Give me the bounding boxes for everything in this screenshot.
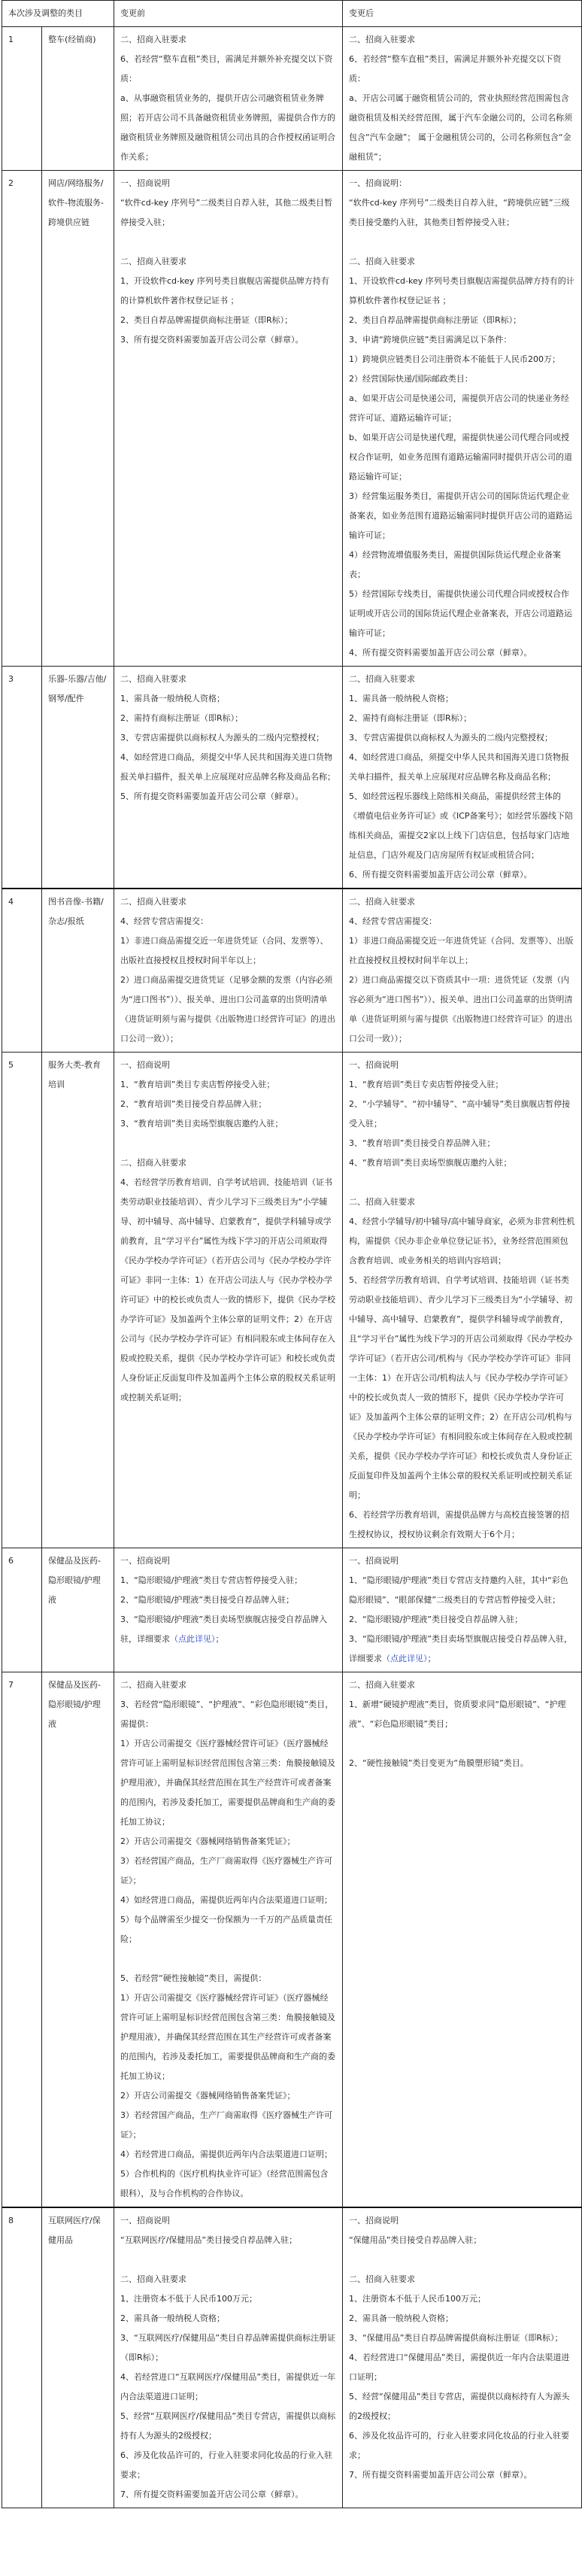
text-line: 1）开店公司需提交《医疗器械经营许可证》（医疗器械经营许可证上需明显标识经营范围包含第三类：角膜接触镜及护理用液），并确保其经营范围在其生产经营许可或者备案的范围内，若涉及委托加工，需要提供品牌商和生产商的委托加工协议；: [120, 1993, 335, 2081]
text-line: 二、招商入驻要求: [349, 897, 415, 907]
text-line: 4）若经营进口商品，需提供近两年内合法渠道进口证明；: [120, 2149, 332, 2159]
text-line: [349, 1630, 575, 1669]
row-number: 2: [2, 171, 42, 667]
text-line-main: 3、“隐形眼镜/护理液”类目卖场型旗舰店接受自荐品牌入驻，详细要求: [349, 1634, 573, 1663]
row-category: 保健品及医药-隐形眼镜/护理液: [42, 1672, 114, 2208]
text-line: 1、注册资本不低于人民币100万元；: [349, 2294, 486, 2304]
text-line: 二、招商入驻要求: [349, 1197, 415, 1207]
text-line: 6、所有提交资料需要加盖开店公司公章（鲜章）。: [349, 870, 532, 879]
link-tail: ；: [215, 1634, 224, 1644]
cell-before: [114, 1672, 343, 2208]
text-line: 一、招商说明: [349, 1060, 399, 1070]
cell-after: [343, 889, 582, 1053]
cell-before: [114, 1548, 343, 1672]
details-link[interactable]: （点此详见）: [382, 1654, 428, 1663]
text-line: 二、招商入驻要求: [349, 674, 415, 684]
text-line: 4、经营小学辅导/初中辅导/高中辅导商家，必须为非营利性机构，需提供《民办非企业单位登记证书》，业务经营范围须包含教育培训、或业务相关的培训内容培训；: [349, 1217, 575, 1265]
category-change-table: [2, 0, 582, 2508]
text-line: 7、所有提交资料需要加盖开店公司公章（鲜章）。: [120, 2489, 304, 2499]
text-line: 1、开设软件cd-key 序列号类目旗舰店需提供品牌方持有的计算机软件著作权登记证书 ；: [120, 276, 329, 305]
spacer: [349, 2250, 575, 2270]
row-number: 3: [2, 667, 42, 889]
text-line: 6、若经营“整车直租”类目，需满足并额外补充提交以下资质：: [349, 54, 562, 84]
text-line: “软件cd-key 序列号”二级类目自荐入驻，“跨境供应链”三级类目接受邀约入驻，其他类目暂停接受入驻；: [349, 198, 570, 227]
cell-after: [343, 1053, 582, 1548]
text-line: 3、“互联网医疗/保健用品”类目自荐品牌需提供商标注册证（即R标）；: [120, 2333, 336, 2362]
table-header-row: [2, 1, 582, 27]
text-line: 2、“小学辅导”、“初中辅导”、“高中辅导”类目旗舰店暂停接受入驻；: [349, 1099, 571, 1129]
text-line: 一、招商说明: [120, 1556, 170, 1566]
text-line: 1、注册资本不低于人民币100万元；: [120, 2294, 257, 2304]
text-line: 3、若经营“隐形眼镜”、“护理液”、“彩色隐形眼镜”类目，需提供：: [120, 1700, 334, 1729]
text-line: 一、招商说明: [120, 1060, 170, 1070]
text-line: 1）跨境供应链类目公司注册资本不能低于人民币200万；: [349, 354, 560, 364]
text-line: 2）开店公司需提交《器械网络销售备案凭证》；: [120, 1836, 296, 1846]
text-line: 2、类目自荐品牌需提供商标注册证（即R标）；: [120, 315, 293, 325]
text-line: 1、“教育培训”类目专卖店暂停接受入驻；: [349, 1080, 504, 1089]
text-line: 1）非进口商品需提交近一年进货凭证（合同、发票等）、出版社直接授权且授权时间半年以上；: [349, 936, 574, 965]
text-line: 2、“隐形眼镜/护理液”类目接受自荐品牌入驻；: [120, 1595, 295, 1605]
cell-before: [114, 2207, 343, 2508]
text-line: 二、招商入驻要求: [120, 674, 186, 684]
cell-after: [343, 667, 582, 889]
table-row: [2, 1053, 582, 1548]
cell-after: [343, 1548, 582, 1672]
text-line: 2、需持有商标注册证（即R标）；: [349, 713, 472, 723]
text-line: 2、“教育培训”类目接受自荐品牌入驻；: [120, 1099, 267, 1109]
text-line: 二、招商入驻要求: [349, 35, 415, 44]
cell-after: [343, 2207, 582, 2508]
text-line: 1、开设软件cd-key 序列号类目旗舰店需提供品牌方持有的计算机软件著作权登记证书 ；: [349, 276, 574, 305]
row-number: 7: [2, 1672, 42, 2208]
row-number: 8: [2, 2207, 42, 2508]
cell-after: [343, 171, 582, 667]
cell-after: [343, 1672, 582, 2208]
row-category: 整车(经销商): [42, 27, 114, 171]
text-line: 3、“保健用品”类目自荐品牌需提供商标注册证（即R标）；: [349, 2333, 563, 2343]
header-before: 变更前: [114, 1, 343, 27]
text-line: 二、招商入驻要求: [120, 35, 186, 44]
table-body: [2, 27, 582, 2508]
text-line: 3、专营店需提供以商标权人为源头的二级内完整授权；: [120, 733, 324, 743]
text-line: 6、若经营“整车直租”类目，需满足并额外补充提交以下资质：: [120, 54, 333, 84]
spacer: [120, 1949, 336, 1969]
row-number: 6: [2, 1548, 42, 1672]
text-line: 3、所有提交资料需要加盖开店公司公章（鲜章）。: [120, 335, 304, 345]
cell-after: [343, 27, 582, 171]
table-row: [2, 889, 582, 1053]
table-row: [2, 1672, 582, 2208]
text-line-main: 3、“隐形眼镜/护理液”类目卖场型旗舰店接受自荐品牌入驻，详细要求: [120, 1615, 328, 1644]
text-line: 1、需具备一般纳税人资格；: [120, 694, 225, 703]
text-line: 2）经营国际快递/国际邮政类目：: [349, 374, 473, 384]
header-category: 本次涉及调整的类目: [2, 1, 114, 27]
text-line: 二、招商入驻要求: [120, 2274, 186, 2284]
text-line: 6、涉及化妆品许可的，行业入驻要求同化妆品的行业入驻要求；: [349, 2431, 569, 2460]
text-line: 3）若经营国产商品，生产厂商需取得《医疗器械生产许可证》；: [120, 1856, 332, 1885]
text-line: 3）若经营国产商品，生产厂商需取得《医疗器械生产许可证》；: [120, 2110, 332, 2140]
text-line: 3、“教育培训”类目接受自荐品牌入驻；: [349, 1138, 496, 1148]
text-line: 2、需具备一般纳税人资格；: [349, 2313, 453, 2323]
text-line: 2）开店公司需提交《器械网络销售备案凭证》；: [120, 2091, 296, 2101]
text-line: 3、申请“跨境供应链”类目需满足以下条件：: [349, 335, 512, 345]
text-line: 1、“教育培训”类目专卖店暂停接受入驻；: [120, 1080, 275, 1089]
spacer: [349, 1173, 575, 1192]
text-line: 一、招商说明: [120, 2216, 170, 2225]
text-line: a、如果开店公司是快递公司，需提供开店公司的快递业务经营许可证、道路运输许可证；: [349, 393, 569, 423]
cell-before: [114, 889, 343, 1053]
text-line: 4）如经营进口商品，需提供近两年内合法渠道进口证明；: [120, 1895, 332, 1905]
row-category: 乐器-乐器/吉他/钢琴/配件: [42, 667, 114, 889]
text-line: 5、如经营远程乐器线上陪练相关商品，需提供经营主体的《增值电信业务许可证》或《ICP备案号》；如经营乐器线下陪练相关商品，需提交2家以上线下门店信息，包括每家门店地址信息，门店外观及门店房屋所有权证或租赁合同；: [349, 791, 574, 860]
text-line: 二、招商入驻要求: [120, 897, 186, 907]
row-number: 1: [2, 27, 42, 171]
text-line: b、如果开店公司是快递代理，需提供快递公司代理合同或授权合作证明，如业务范围有道路运输需同时提供开店公司的道路运输许可证；: [349, 433, 572, 481]
details-link[interactable]: （点此详见）: [170, 1634, 216, 1644]
text-line: 二、招商入驻要求: [349, 1680, 415, 1690]
text-line: 2、类目自荐品牌需提供商标注册证（即R标）；: [349, 315, 522, 325]
spacer: [120, 232, 336, 252]
text-line: 4、经营专营店需提交：: [120, 916, 208, 926]
text-line: 4、若经营进口“保健用品”类目，需提供近一年内合法渠道进口证明；: [349, 2353, 570, 2382]
text-line: 二、招商入驻要求: [349, 257, 415, 266]
text-line: 1）非进口商品需提交近一年进货凭证（合同、发票等）、出版社直接授权且授权时间半年以上；: [120, 936, 329, 965]
text-line: 3、“教育培训”类目卖场型旗舰店邀约入驻；: [120, 1119, 283, 1129]
text-line: 2）进口商品需提交进货凭证（足够金额的发票（内容必须为“进口图书”））、报关单、进出口公司盖章的出货明清单（进货证明须与需与提供《出版物进口经营许可证》的进出口公司一致））；: [120, 975, 335, 1043]
text-line: “互联网医疗/保健用品”类目接受自荐品牌入驻；: [120, 2235, 298, 2245]
row-category: 服务大类-教育培训: [42, 1053, 114, 1548]
text-line: 1、新增“硬镜护理液”类目，资质要求同“隐形眼镜”、“护理液”、“彩色隐形眼镜”类目；: [349, 1700, 566, 1729]
spacer: [120, 2250, 336, 2270]
text-line: 4、如经营进口商品，须提交中华人民共和国海关进口货物报关单扫描件，报关单上应展现对应品牌名称及商品名称；: [120, 752, 335, 782]
text-line: 3、专营店需提供以商标权人为源头的二级内完整授权；: [349, 733, 553, 743]
text-line: 4）经营物流增值服务类目，需提供国际货运代理企业备案表；: [349, 550, 561, 579]
text-line: “保健用品”类目接受自荐品牌入驻；: [349, 2235, 482, 2245]
text-line: 二、招商入驻要求: [120, 1680, 186, 1690]
text-line: 4、“教育培训”类目卖场型旗舰店邀约入驻；: [349, 1158, 512, 1168]
text-line: 4、如经营进口商品，须提交中华人民共和国海关进口货物报关单扫描件，报关单上应展现对应品牌名称及商品名称；: [349, 752, 569, 782]
text-line: 3）经营集运服务类目，需提供开店公司的国际货运代理企业备案表，如业务范围有道路运输需同时提供开店公司的道路运输许可证；: [349, 491, 572, 540]
text-line: 2、“硬性接触镜”类目变更为“角膜塑形镜”类目。: [349, 1758, 529, 1768]
text-line: 一、招商说明: [120, 178, 170, 188]
text-line: 6、若经营学历教育培训，需提供品牌方与高校直接签署的招生授权协议，授权协议剩余有效期大于6个月；: [349, 1510, 569, 1539]
row-number: 4: [2, 889, 42, 1053]
spacer: [120, 1134, 336, 1153]
text-line: a、开店公司属于融资租赁公司的，营业执照经营范围需包含融资租赁及相关经营范围，属于汽车金融公司的，公司名称须包含“汽车金融”； 属于金融租赁公司的，公司名称须包含“金融租赁”；: [349, 93, 572, 162]
row-category: 网店/网络服务/软件-物流服务-跨境供应链: [42, 171, 114, 667]
text-line: 5、经营“互联网医疗/保健用品”类目专营店，需提供以商标持有人为源头的2级授权；: [120, 2411, 336, 2441]
text-line: 5、所有提交资料需要加盖开店公司公章（鲜章）。: [120, 791, 304, 801]
text-line: 1）开店公司需提交《医疗器械经营许可证》（医疗器械经营许可证上需明显标识经营范围包含第三类：角膜接触镜及护理用液），并确保其经营范围在其生产经营许可或者备案的范围内，若涉及委托加工，需要提供品牌商和生产商的委托加工协议；: [120, 1739, 335, 1827]
row-category: 保健品及医药-隐形眼镜/护理液: [42, 1548, 114, 1672]
table-row: [2, 667, 582, 889]
text-line: 6、涉及化妆品许可的，行业入驻要求同化妆品的行业入驻要求；: [120, 2450, 332, 2480]
text-line: 1、“隐形眼镜/护理液”类目专营店暂停接受入驻；: [120, 1575, 303, 1585]
text-line: 5、经营“保健用品”类目专营店，需提供以商标持有人为源头的2级授权；: [349, 2392, 570, 2421]
row-number: 5: [2, 1053, 42, 1548]
text-line: 5、若经营“硬性接触镜”类目，需提供：: [120, 1973, 267, 1983]
text-line: 二、招商入驻要求: [120, 257, 186, 266]
text-line: 2、需具备一般纳税人资格；: [120, 2313, 225, 2323]
text-line: 5）经营国际专线类目，需提供快递公司代理合同或授权合作证明或开店公司的国际货运代理企业备案表，开店公司道路运输许可证；: [349, 589, 572, 638]
text-line: [120, 1610, 336, 1649]
text-line: 2、“隐形眼镜/护理液”类目接受自荐品牌入驻；: [349, 1615, 523, 1624]
table-row: [2, 171, 582, 667]
text-line: 4、经营专营店需提交：: [349, 916, 437, 926]
text-line: 一、招商说明: [349, 2216, 399, 2225]
cell-before: [114, 1053, 343, 1548]
table-row: [2, 1548, 582, 1672]
text-line: “软件cd-key 序列号”二级类目自荐入驻，其他二级类目暂停接受入驻；: [120, 198, 333, 227]
text-line: 1、“隐形眼镜/护理液”类目专营店支持邀约入驻，其中“彩色隐形眼镜”、“眼部保健”二级类目的专营店暂停接受入驻；: [349, 1575, 568, 1605]
text-line: 一、招商说明：: [349, 178, 407, 188]
text-line: 5）每个品牌需至少提交一份保额为一千万的产品质量责任险；: [120, 1915, 332, 1944]
text-line: 一、招商说明: [349, 1556, 399, 1566]
spacer: [349, 232, 575, 252]
text-line: 7、所有提交资料需要加盖开店公司公章（鲜章）。: [349, 2470, 532, 2480]
row-category: 互联网医疗/保健用品: [42, 2207, 114, 2508]
text-line: 1、需具备一般纳税人资格；: [349, 694, 453, 703]
text-line: 4、若经营学历教育培训、自学考试培训、技能培训（证书类劳动职业技能培训）、青少儿学习下三级类目为“小学辅导、初中辅导、高中辅导、启蒙教育”，提供学科辅导或学前教育，且“学习平台”属性为线下学习的开店公司须取得《民办学校办学许可证》（若开店公司与《民办学校办学许可证》非同一主体：1）在开店公司法人与《民办学校办学许可证》中的校长或负责人一致的情形下，提供《民办学校办学许可证》及加盖两个主体公章的证明文件；2）在开店公司与《民办学校办学许可证》有相同股东或主体间存在入股或控股关系，提供《民办学校办学许可证》和校长或负责人身份证正反面复印件及加盖两个主体公章的股权关系证明或控制关系证明；: [120, 1177, 335, 1402]
cell-before: [114, 667, 343, 889]
row-category: 图书音像-书籍/杂志/报纸: [42, 889, 114, 1053]
table-row: [2, 2207, 582, 2508]
text-line: a、从事融资租赁业务的，提供开店公司融资租赁业务牌照；若开店公司不具备融资租赁业务牌照，需提供合作方的融资租赁业务牌照及融资租赁公司出具的合作授权函证明合作关系；: [120, 93, 335, 162]
text-line: 5、若经营学历教育培训、自学考试培训、技能培训（证书类劳动职业技能培训）、青少儿学习下三级类目为“小学辅导、初中辅导、高中辅导、启蒙教育”，提供学科辅导或学前教育，且“学习平台”属性为线下学习的开店公司须取得《民办学校办学许可证》（若开店公司/机构与《民办学校办学许可证》非同一主体：1）在开店公司/机构法人与《民办学校办学许可证》中的校长或负责人一致的情形下，提供《民办学校办学许可证》及加盖两个主体公章的证明文件；2）在开店公司/机构与《民办学校办学许可证》有相同股东或主体间存在入股或控制关系，提供《民办学校办学许可证》和校长或负责人身份证正反面复印件及加盖两个主体公章的股权关系证明或控制关系证明；: [349, 1275, 573, 1500]
text-line: 二、招商入驻要求: [120, 1158, 186, 1168]
text-line: 4、若经营进口“互联网医疗/保健用品”类目，需提供近一年内合法渠道进口证明；: [120, 2372, 336, 2401]
cell-before: [114, 27, 343, 171]
text-line: 二、招商入驻要求: [349, 2274, 415, 2284]
spacer: [349, 1734, 575, 1754]
text-line: 4、所有提交资料需要加盖开店公司公章（鲜章）。: [349, 648, 532, 658]
text-line: 5）合作机构的《医疗机构执业许可证》（经营范围需包含眼科），及与合作机构的合作协议。: [120, 2169, 329, 2198]
link-tail: ；: [427, 1654, 436, 1663]
header-after: 变更后: [343, 1, 582, 27]
text-line: 2）进口商品需提交以下资质其中一项：进货凭证（发票（内容必须为“进口图书”））、报关单、进出口公司盖章的出货明清单（进货证明须与需与提供《出版物进口经营许可证》的进出口公司一致））；: [349, 975, 573, 1043]
cell-before: [114, 171, 343, 667]
table-row: [2, 27, 582, 171]
text-line: 2、需持有商标注册证（即R标）；: [120, 713, 244, 723]
